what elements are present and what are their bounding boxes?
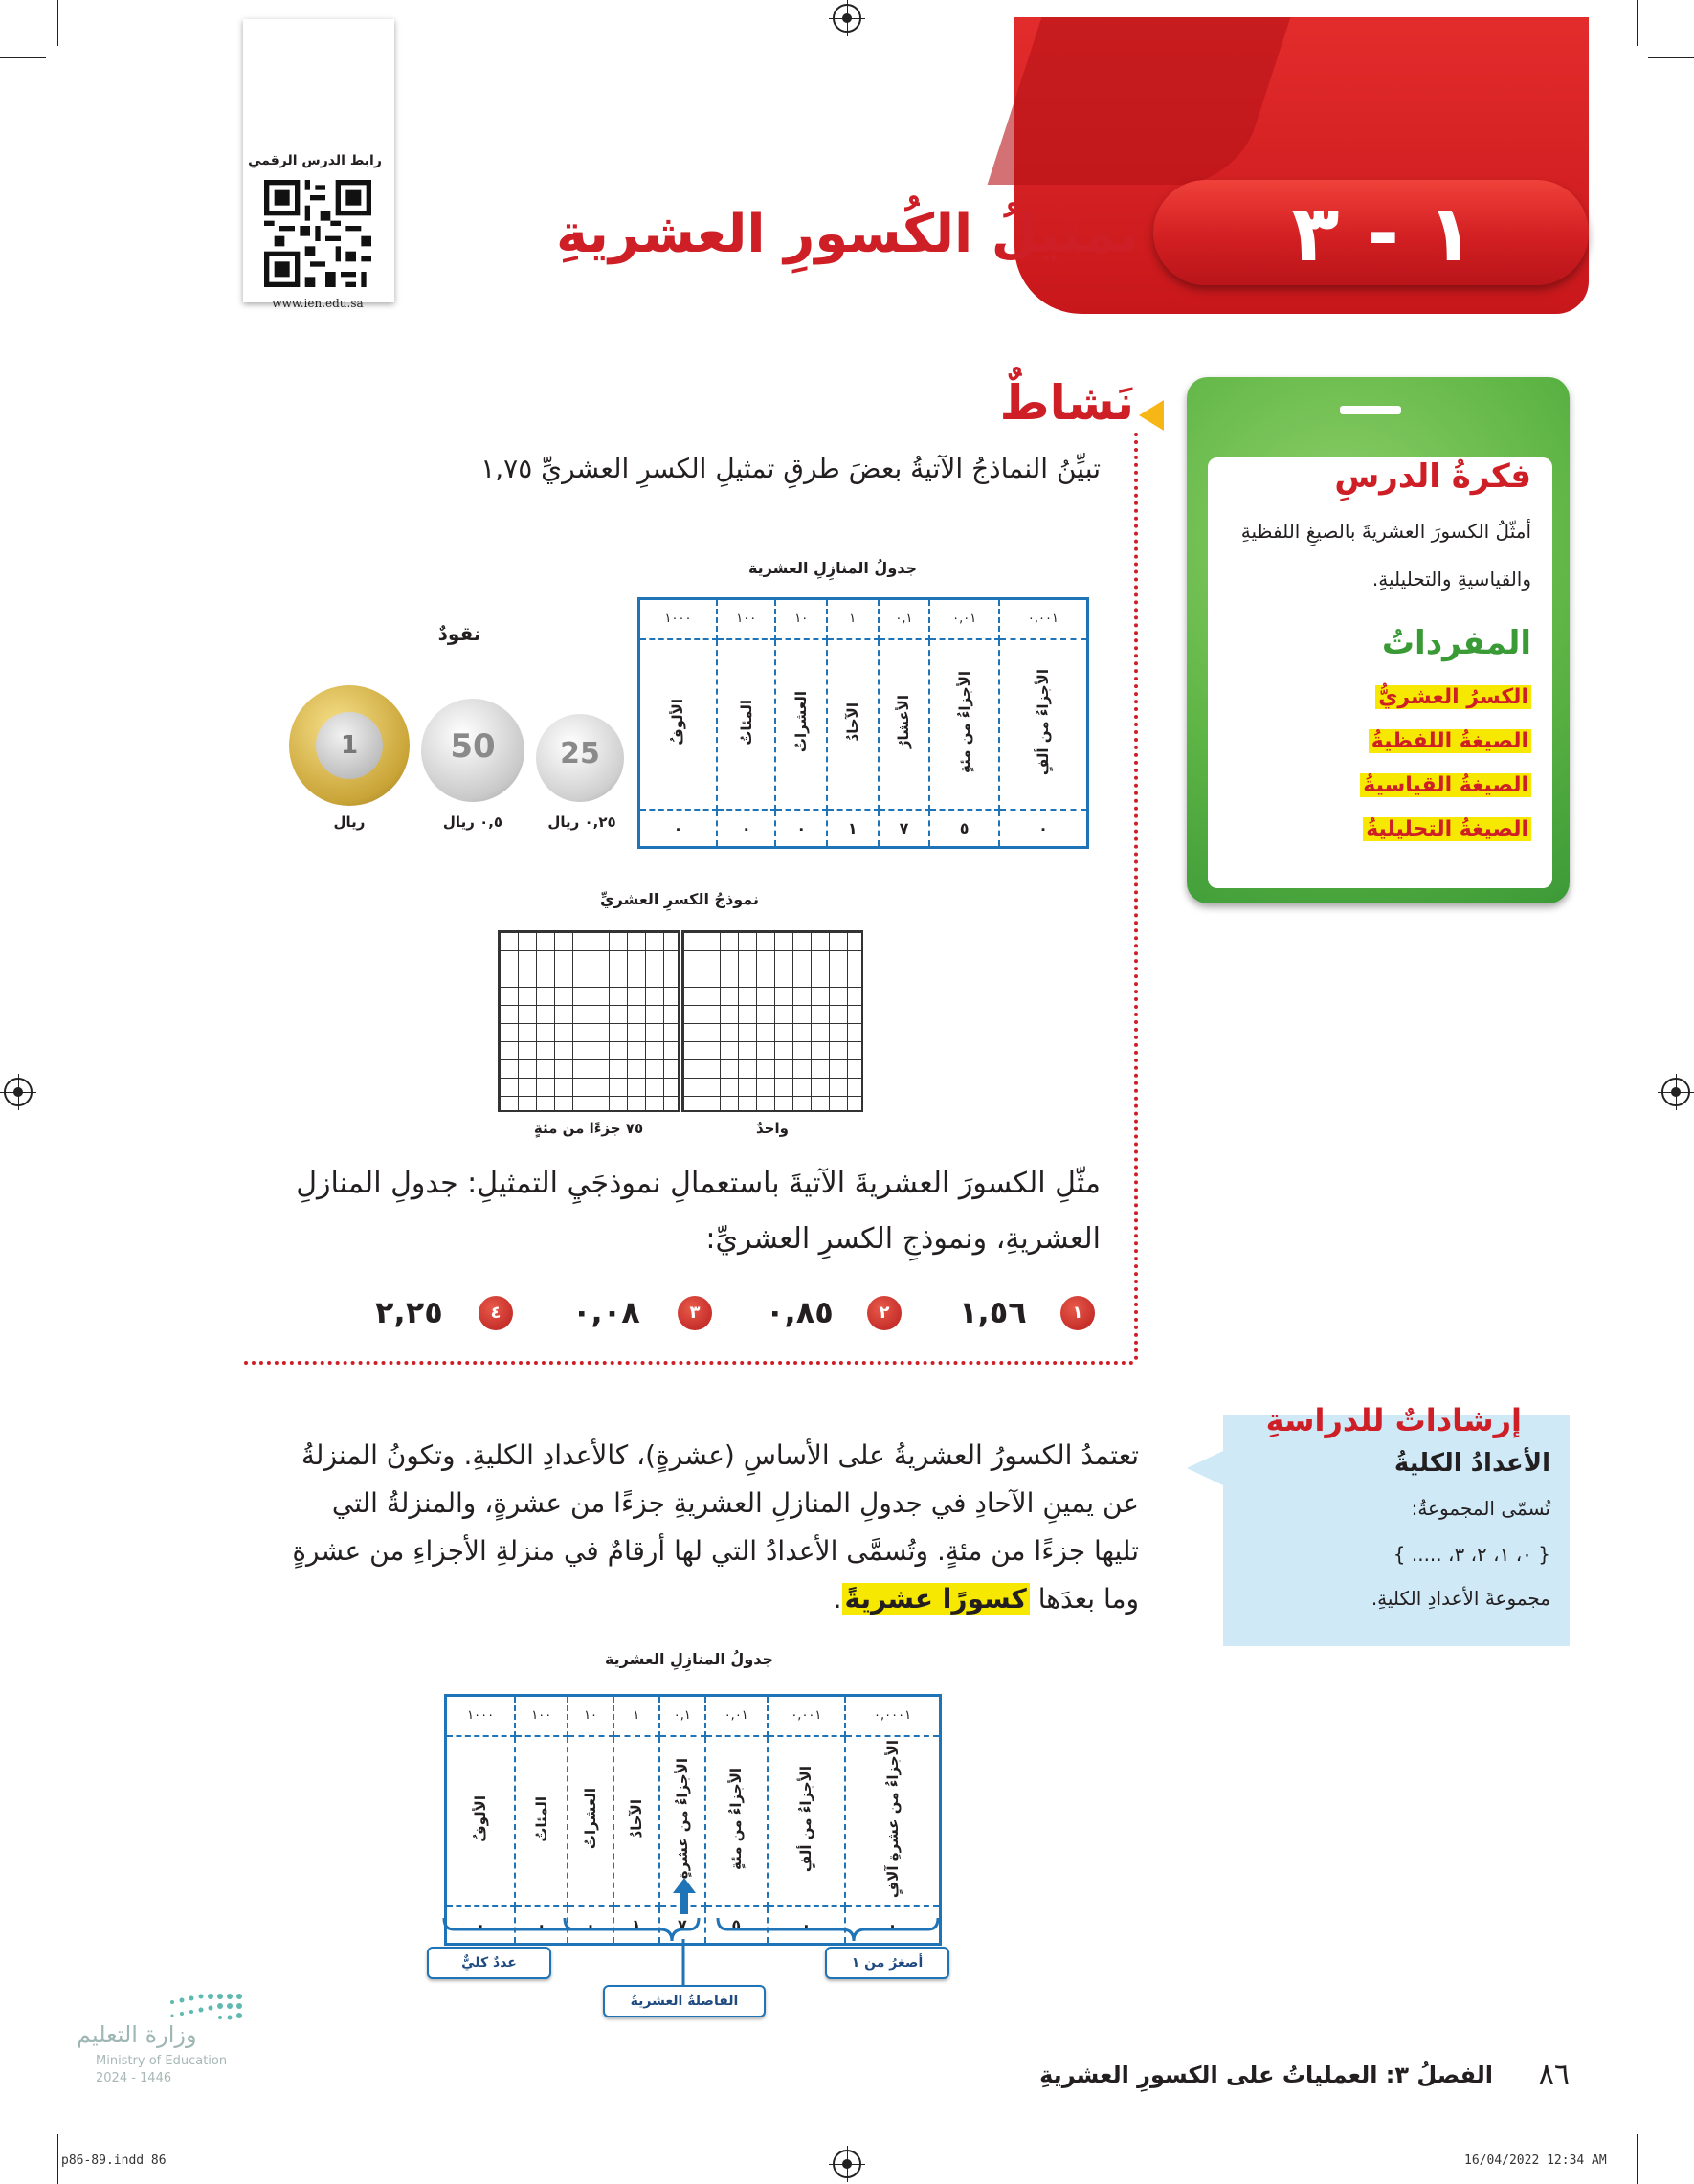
ministry-logo-icon xyxy=(77,1987,268,2025)
lesson-title: تمثيلُ الكُسورِ العشريةِ xyxy=(555,203,1139,265)
up-arrow-icon xyxy=(670,1876,699,1914)
registration-mark-icon xyxy=(1661,1078,1690,1106)
exercise-instruction: مثّلِ الكسورَ العشريةَ الآتيةَ باستعمالِ نموذجَيِ التمثيلِ: جدولِ المنازلِ العشريةِ، ونموذجِ الكسرِ العشريِّ: xyxy=(296,1167,1101,1256)
table-header: ٠,٠٠١ xyxy=(999,599,1088,639)
model-label: واحدٌ xyxy=(756,1120,789,1137)
key-term: كسورًا عشريةً xyxy=(842,1583,1030,1615)
place-name: الأعشارُ xyxy=(895,695,913,749)
exercise-number-badge: ٣ xyxy=(678,1296,712,1330)
table-header: ٠,٠٠١ xyxy=(768,1696,845,1736)
model-label: ٧٥ جزءًا من مئةٍ xyxy=(533,1120,644,1137)
activity-intro: تبيِّنُ النماذجُ الآتيةُ بعضَ طرقِ تمثيلِ الكسرِ العشريِّ ١,٧٥ xyxy=(480,453,1101,484)
vocabulary-item[interactable]: الصيغةُ التحليليةُ xyxy=(1215,817,1531,841)
label-whole-number: عددٌ كليٌّ xyxy=(427,1947,551,1979)
print-file-info: p86-89.indd 86 xyxy=(61,2153,167,2168)
table-header: ١٠ xyxy=(775,599,827,639)
lesson-number: ١ - ٣ xyxy=(1291,189,1475,279)
table-header: ١ xyxy=(613,1696,659,1736)
exercise-value: ٢,٢٥ xyxy=(375,1294,443,1330)
study-tips-subtitle: الأعدادُ الكليةُ xyxy=(1393,1449,1550,1478)
print-date-info: 16/04/2022 12:34 AM xyxy=(1464,2153,1607,2168)
qr-code-icon xyxy=(264,180,371,287)
coin-label: ٠,٢٥ ريال xyxy=(547,813,616,831)
place-name: الأجزاءُ من ألفٍ xyxy=(797,1765,815,1873)
study-tips-text: تُسمّى المجموعةُ: xyxy=(1411,1497,1550,1520)
table-caption: جدولُ المنازِلِ العشرية xyxy=(747,559,918,577)
registration-mark-icon xyxy=(833,2150,861,2178)
study-tips-title: إرشاداتٌ للدراسةِ xyxy=(1265,1402,1522,1438)
place-name: العشراتُ xyxy=(792,691,811,753)
exercise-value: ١,٥٦ xyxy=(959,1294,1027,1330)
table-cell: ٠ xyxy=(717,810,775,848)
qr-card[interactable] xyxy=(243,19,394,310)
table-header: ١ xyxy=(827,599,879,639)
place-value-table xyxy=(637,597,1089,849)
page-number: ٨٦ xyxy=(1538,2058,1570,2091)
exercise-number-badge: ٤ xyxy=(479,1296,513,1330)
place-name: العشراتُ xyxy=(582,1788,600,1850)
table-header: ١٠ xyxy=(568,1696,613,1736)
ministry-name-en: Ministry of Education xyxy=(96,2054,228,2068)
table-header: ٠,١ xyxy=(879,599,930,639)
study-tips-text: مجموعةَ الأعدادِ الكليةِ. xyxy=(1371,1587,1550,1610)
label-decimal-point: الفاصلةُ العشريةُ xyxy=(603,1985,766,2017)
place-name: الألوفُ xyxy=(669,699,687,746)
qr-url[interactable]: www.ien.edu.sa xyxy=(272,297,364,310)
exercise-number-badge: ١ xyxy=(1060,1296,1095,1330)
place-name: الأجزاءُ من مئةٍ xyxy=(727,1768,746,1870)
study-tips-text: { ٠، ١، ٢، ٣، ..... } xyxy=(1393,1543,1550,1566)
body-paragraph: تعتمدُ الكسورُ العشريةُ على الأساسِ (عشرةٍ)، كالأعدادِ الكليةِ. وتكونُ المنزلةُ عن يمينِ الآحادِ في جدولِ المنازلِ العشريةِ جزءًا من عشرةٍ، والمنزلةُ التي تليها جزءًا من مئةٍ. وتُسمَّى الأعدادُ التي لها أرقامٌ في منزلةِ الأجزاءِ من عشرةٍ وما بعدَها كسورًا عشريةً. xyxy=(292,1439,1139,1615)
vocabulary-item[interactable]: الصيغةُ اللفظيةُ xyxy=(1215,729,1531,753)
exercise-number-badge: ٢ xyxy=(867,1296,902,1330)
place-name: الألوفُ xyxy=(472,1795,490,1842)
place-name: الأجزاءُ من مئةٍ xyxy=(955,671,973,773)
coin-face: 1 xyxy=(316,712,383,779)
coin-face: 50 xyxy=(450,727,496,766)
label-less-than-one: أصغرُ من ١ xyxy=(825,1947,949,1979)
table-header: ١٠٠ xyxy=(717,599,775,639)
table-cell: ٠ xyxy=(515,1906,568,1945)
crop-mark xyxy=(57,0,58,46)
table-header: ١٠٠٠ xyxy=(639,599,717,639)
activity-border xyxy=(1134,433,1138,1361)
coin-fifty-halala-icon xyxy=(421,699,524,802)
activity-arrow-icon xyxy=(1139,400,1164,431)
grid-shade xyxy=(683,932,861,1110)
model-caption: نموذجُ الكسرِ العشريِّ xyxy=(599,890,760,908)
ministry-name-ar: وزارة التعليم xyxy=(77,2021,197,2048)
vocabulary-item[interactable]: الكسرُ العشريُّ xyxy=(1215,685,1531,709)
table-cell: ٠ xyxy=(446,1906,516,1945)
table-header: ١٠٠٠ xyxy=(446,1696,516,1736)
model-grid-one xyxy=(681,930,863,1112)
place-name: المئاتُ xyxy=(737,699,755,746)
table-cell: ٥ xyxy=(929,810,999,848)
exercise-value: ٠,٠٨ xyxy=(572,1294,640,1330)
place-name: الآحادُ xyxy=(627,1799,645,1839)
grid-shade xyxy=(536,932,554,1005)
table-header: ٠,٠١ xyxy=(929,599,999,639)
crop-mark xyxy=(1648,57,1694,58)
place-name: الآحادُ xyxy=(843,702,861,742)
table-row xyxy=(446,1696,941,1736)
ministry-year: 2024 - 1446 xyxy=(96,2071,172,2085)
grid-shade xyxy=(536,1005,554,1110)
coin-one-riyal-icon xyxy=(289,685,410,806)
crop-mark xyxy=(1637,0,1638,46)
table-caption: جدولُ المنازِلِ العشرية xyxy=(604,1650,774,1668)
table-cell: ٠ xyxy=(768,1906,845,1945)
table-cell: ٧ xyxy=(659,1906,705,1945)
lesson-idea-title: فكرةُ الدرسِ xyxy=(1334,457,1531,496)
table-cell: ٠ xyxy=(999,810,1088,848)
ministry-logo xyxy=(77,1987,297,2085)
table-header: ٠,٠١ xyxy=(705,1696,768,1736)
chapter-title: الفصلُ ٣: العملياتُ على الكسورِ العشريةِ xyxy=(1039,2061,1493,2088)
activity-border xyxy=(244,1361,1134,1365)
study-tips-tail xyxy=(1187,1451,1223,1485)
crop-mark xyxy=(1637,2134,1638,2184)
lesson-idea-text: أمثّلُ الكسورَ العشريةَ بالصيغِ اللفظيةِ والقياسيةِ والتحليليةِ. xyxy=(1240,520,1531,591)
table-row xyxy=(639,599,1088,639)
table-header: ٠,١ xyxy=(659,1696,705,1736)
table-cell: ٠ xyxy=(639,810,717,848)
table-cell: ٧ xyxy=(879,810,930,848)
table-header: ١٠٠ xyxy=(515,1696,568,1736)
table-cell: ٠ xyxy=(568,1906,613,1945)
table-cell: ٥ xyxy=(705,1906,768,1945)
coin-label: ريال xyxy=(333,813,366,831)
exercise-value: ٠,٨٥ xyxy=(766,1294,834,1330)
table-cell: ٠ xyxy=(845,1906,940,1945)
table-cell: ١ xyxy=(613,1906,659,1945)
place-name: الأجزاءُ من عشرةِ آلافٍ xyxy=(883,1739,902,1899)
grid-shade xyxy=(554,932,680,1110)
coin-label: ٠,٥ ريال xyxy=(442,813,503,831)
model-grid-hundredths xyxy=(498,930,680,1112)
activity-title: نَشاطٌ xyxy=(999,375,1134,431)
coin-face: 25 xyxy=(560,737,600,770)
registration-mark-icon xyxy=(833,4,861,33)
crop-mark xyxy=(0,57,46,58)
coin-twenty-five-halala-icon xyxy=(536,714,624,802)
registration-mark-icon xyxy=(4,1078,33,1106)
table-row xyxy=(639,810,1088,848)
place-name: الأجزاءُ من عشرةٍ xyxy=(673,1758,691,1880)
place-name: المئاتُ xyxy=(532,1795,550,1842)
table-header: ٠,٠٠٠١ xyxy=(845,1696,940,1736)
place-name: الأجزاءُ من ألفٍ xyxy=(1034,668,1052,776)
table-cell: ٠ xyxy=(775,810,827,848)
vocabulary-title: المفرداتُ xyxy=(1381,624,1531,662)
vocabulary-item[interactable]: الصيغةُ القياسيةُ xyxy=(1215,773,1531,797)
card-tab xyxy=(1340,406,1401,414)
qr-label: رابط الدرس الرقمي xyxy=(248,153,382,168)
crop-mark xyxy=(57,2134,58,2184)
coins-caption: نقودٌ xyxy=(437,622,481,645)
table-cell: ١ xyxy=(827,810,879,848)
table-row xyxy=(639,639,1088,810)
